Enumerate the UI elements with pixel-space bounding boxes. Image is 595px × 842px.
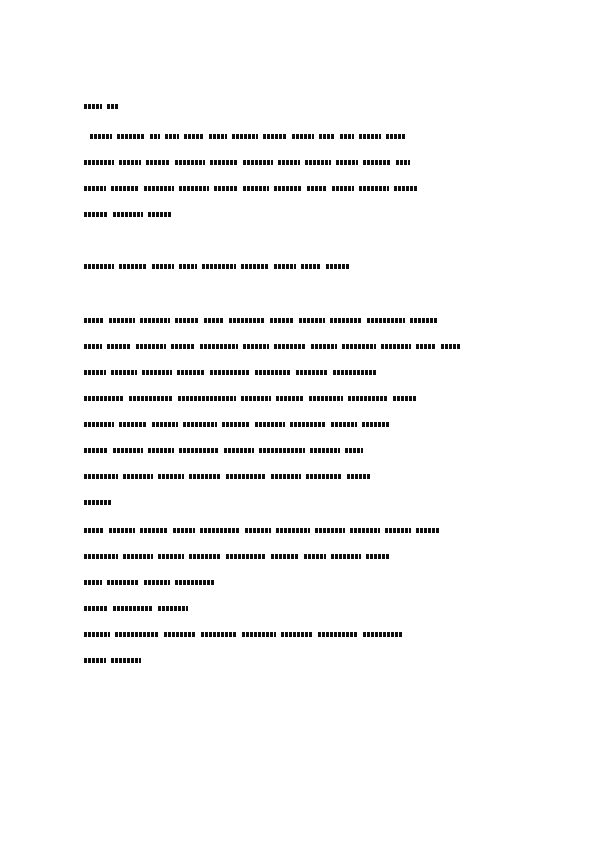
text-line: [84, 554, 395, 560]
text-word: [164, 632, 196, 637]
text-word: [292, 134, 314, 139]
text-word: [84, 632, 110, 637]
text-word: [306, 474, 342, 479]
text-word: [394, 186, 418, 191]
text-word: [84, 370, 106, 375]
text-word: [347, 474, 371, 479]
text-word: [232, 134, 258, 139]
text-word: [175, 160, 205, 165]
text-word: [90, 134, 112, 139]
text-word: [84, 554, 118, 559]
text-word: [201, 632, 237, 637]
text-word: [84, 186, 106, 191]
text-word: [441, 344, 461, 349]
text-word: [336, 160, 358, 165]
text-word: [179, 186, 209, 191]
text-word: [204, 318, 224, 323]
text-word: [319, 134, 335, 139]
text-word: [305, 160, 331, 165]
text-line: [84, 422, 395, 428]
text-word: [84, 344, 102, 349]
text-word: [290, 422, 326, 427]
text-word: [175, 580, 215, 585]
text-word: [123, 474, 153, 479]
text-word: [333, 370, 377, 375]
text-line: [84, 580, 220, 586]
text-line: [84, 658, 146, 664]
text-word: [202, 264, 236, 269]
text-word: [274, 186, 302, 191]
text-word: [140, 318, 170, 323]
text-word: [245, 528, 271, 533]
text-word: [158, 554, 184, 559]
text-word: [309, 396, 343, 401]
text-word: [222, 422, 250, 427]
text-word: [270, 318, 294, 323]
text-word: [263, 134, 287, 139]
text-word: [158, 474, 184, 479]
text-word: [146, 160, 170, 165]
text-line: [84, 500, 117, 506]
text-word: [416, 528, 440, 533]
text-word: [366, 554, 390, 559]
text-word: [200, 528, 240, 533]
text-word: [296, 370, 328, 375]
text-word: [340, 134, 354, 139]
text-word: [209, 134, 227, 139]
text-word: [385, 528, 411, 533]
text-word: [362, 422, 390, 427]
text-word: [276, 528, 310, 533]
text-word: [210, 160, 238, 165]
text-word: [345, 448, 363, 453]
text-word: [311, 344, 337, 349]
text-word: [393, 396, 417, 401]
text-word: [255, 422, 285, 427]
text-word: [214, 186, 238, 191]
text-word: [148, 448, 174, 453]
text-word: [183, 422, 217, 427]
text-word: [84, 422, 114, 427]
text-line: [84, 528, 445, 534]
text-word: [109, 528, 135, 533]
text-word: [178, 396, 236, 401]
text-word: [224, 448, 254, 453]
text-word: [184, 134, 204, 139]
text-word: [152, 264, 174, 269]
text-word: [173, 528, 195, 533]
text-word: [175, 318, 199, 323]
text-word: [144, 186, 174, 191]
text-line: [84, 186, 423, 192]
text-word: [115, 632, 159, 637]
text-word: [242, 632, 276, 637]
text-word: [84, 528, 104, 533]
text-word: [381, 344, 411, 349]
text-line: [84, 474, 376, 480]
text-line: [84, 212, 177, 218]
text-word: [129, 396, 173, 401]
text-word: [241, 396, 271, 401]
text-word: [84, 474, 118, 479]
text-word: [307, 186, 327, 191]
text-word: [342, 344, 376, 349]
text-word: [363, 632, 403, 637]
text-word: [318, 632, 358, 637]
text-word: [348, 396, 388, 401]
text-word: [177, 370, 205, 375]
text-word: [416, 344, 436, 349]
text-word: [331, 422, 357, 427]
text-word: [113, 212, 143, 217]
text-word: [410, 318, 438, 323]
text-word: [84, 264, 114, 269]
text-word: [84, 580, 102, 585]
text-word: [243, 344, 269, 349]
text-word: [310, 448, 340, 453]
text-word: [119, 264, 147, 269]
text-word: [152, 422, 178, 427]
text-word: [189, 554, 221, 559]
text-word: [123, 554, 153, 559]
text-line: [84, 104, 124, 110]
text-word: [111, 658, 141, 663]
text-word: [107, 344, 131, 349]
text-word: [274, 344, 306, 349]
text-line: [84, 396, 422, 402]
text-word: [84, 658, 106, 663]
text-word: [119, 160, 141, 165]
text-word: [210, 370, 250, 375]
text-word: [109, 318, 135, 323]
text-word: [84, 448, 108, 453]
text-word: [226, 474, 266, 479]
text-word: [330, 318, 362, 323]
text-word: [200, 344, 238, 349]
text-word: [136, 344, 166, 349]
text-word: [350, 528, 380, 533]
text-word: [255, 370, 291, 375]
text-word: [259, 448, 305, 453]
text-word: [386, 134, 406, 139]
text-word: [189, 474, 221, 479]
text-word: [158, 606, 188, 611]
text-word: [111, 370, 137, 375]
text-word: [148, 212, 172, 217]
text-word: [301, 264, 321, 269]
text-word: [84, 212, 108, 217]
text-line: [84, 632, 408, 638]
text-line: [90, 134, 411, 140]
text-word: [243, 160, 273, 165]
text-line: [84, 448, 368, 454]
text-word: [367, 318, 405, 323]
text-word: [171, 344, 195, 349]
text-word: [150, 134, 160, 139]
text-word: [84, 318, 104, 323]
text-word: [229, 318, 265, 323]
text-word: [113, 606, 153, 611]
text-word: [326, 264, 350, 269]
text-word: [278, 160, 300, 165]
text-word: [179, 448, 219, 453]
text-word: [111, 186, 139, 191]
text-line: [84, 344, 466, 350]
text-word: [84, 104, 102, 109]
text-word: [271, 554, 299, 559]
text-word: [142, 370, 172, 375]
text-word: [226, 554, 266, 559]
text-word: [107, 104, 119, 109]
text-line: [84, 318, 443, 324]
text-word: [179, 264, 197, 269]
text-word: [315, 528, 345, 533]
text-line: [84, 160, 415, 166]
text-word: [107, 580, 139, 585]
text-word: [332, 186, 354, 191]
text-line: [84, 370, 382, 376]
text-line: [84, 264, 355, 270]
text-word: [243, 186, 269, 191]
text-word: [117, 134, 145, 139]
text-word: [299, 318, 325, 323]
text-word: [119, 422, 147, 427]
text-word: [84, 160, 114, 165]
text-word: [271, 474, 301, 479]
text-word: [274, 264, 296, 269]
text-word: [276, 396, 304, 401]
text-word: [140, 528, 168, 533]
text-word: [144, 580, 170, 585]
text-word: [359, 134, 381, 139]
text-word: [363, 160, 391, 165]
text-word: [331, 554, 361, 559]
text-word: [281, 632, 313, 637]
text-word: [396, 160, 410, 165]
text-word: [113, 448, 143, 453]
text-word: [84, 500, 112, 505]
text-word: [84, 396, 124, 401]
text-word: [165, 134, 179, 139]
text-word: [84, 606, 108, 611]
text-word: [359, 186, 389, 191]
text-word: [241, 264, 269, 269]
text-word: [304, 554, 326, 559]
text-line: [84, 606, 193, 612]
